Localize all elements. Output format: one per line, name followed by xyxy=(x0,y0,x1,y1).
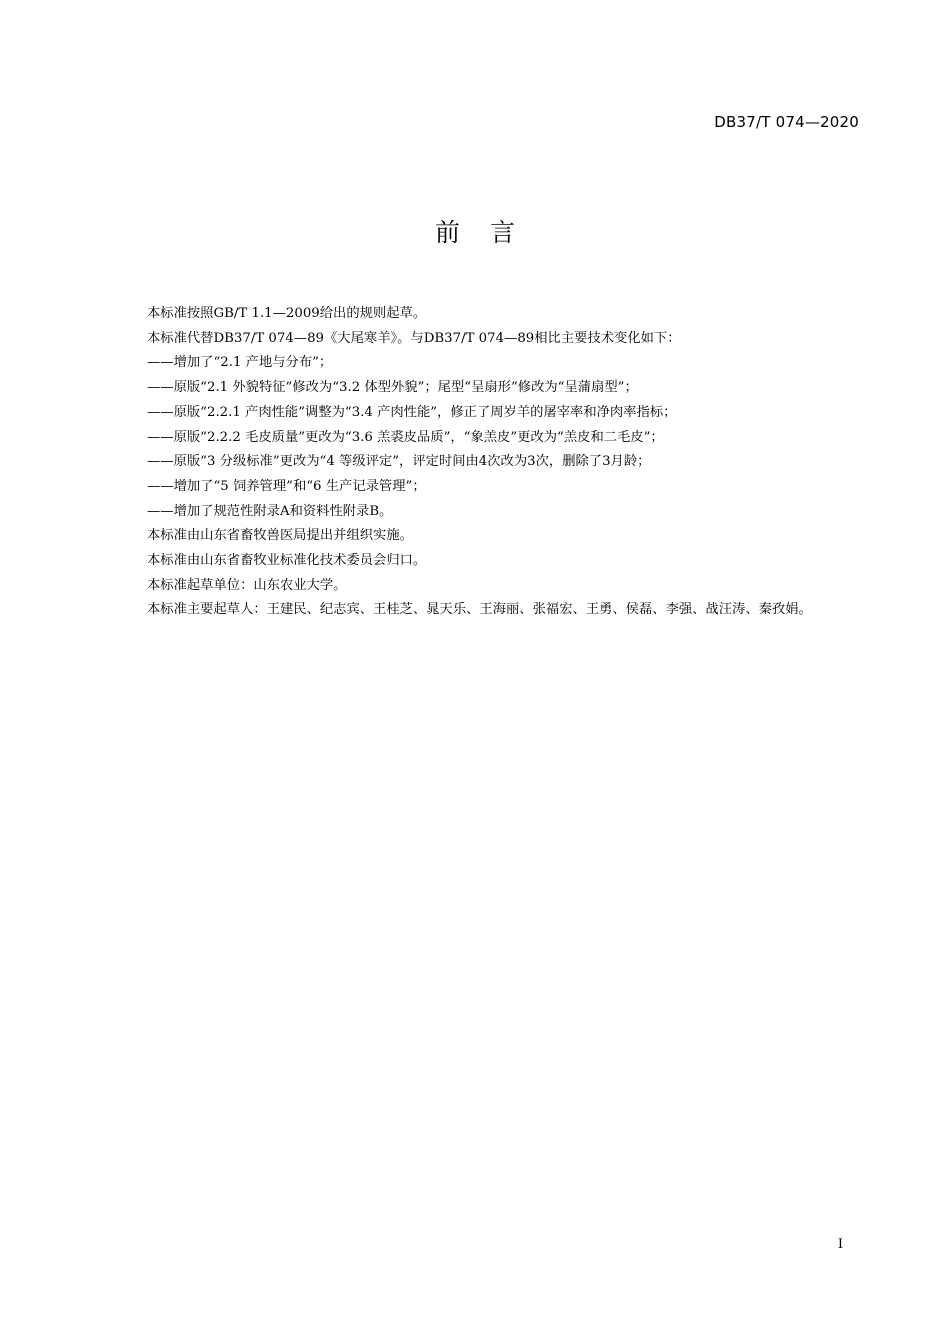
change-item: ——增加了“2.1 产地与分布”； xyxy=(147,355,333,371)
standard-code: DB37/T 074—2020 xyxy=(714,113,859,131)
change-item: ——增加了规范性附录A和资料性附录B。 xyxy=(147,503,393,519)
paragraph-committee: 本标准由山东省畜牧业标准化技术委员会归口。 xyxy=(147,553,427,569)
foreword-body xyxy=(114,302,861,623)
page-number: I xyxy=(837,1237,843,1252)
paragraph-drafters: 本标准主要起草人：王建民、纪志宾、王桂芝、晁天乐、王海丽、张福宏、王勇、侯磊、李强、战汪涛、秦孜娟。 xyxy=(147,602,812,618)
change-item: ——增加了“5 饲养管理”和“6 生产记录管理”； xyxy=(147,478,426,494)
change-item: ——原版“2.2.2 毛皮质量”更改为“3.6 羔裘皮品质”，“象羔皮”更改为“羔皮和二毛皮”； xyxy=(147,429,664,445)
change-item: ——原版“2.2.1 产肉性能”调整为“3.4 产肉性能”，修正了周岁羊的屠宰率和净肉率指标； xyxy=(147,404,677,420)
paragraph-drafting-unit: 本标准起草单位：山东农业大学。 xyxy=(147,577,347,593)
change-item: ——原版“3 分级标准”更改为“4 等级评定”，评定时间由4次改为3次，删除了3月龄； xyxy=(147,454,651,470)
paragraph-drafting-rules: 本标准按照GB/T 1.1—2009给出的规则起草。 xyxy=(147,306,427,321)
paragraph-replacement: 本标准代替DB37/T 074—89《大尾寒羊》。与DB37/T 074—89相比主要技术变化如下： xyxy=(147,330,681,346)
page-title: 前言 xyxy=(434,218,545,247)
change-item: ——原版“2.1 外貌特征”修改为“3.2 体型外貌”；尾型“呈扇形”修改为“呈蒲扇型”； xyxy=(147,380,638,396)
paragraph-proposer: 本标准由山东省畜牧兽医局提出并组织实施。 xyxy=(147,528,413,544)
